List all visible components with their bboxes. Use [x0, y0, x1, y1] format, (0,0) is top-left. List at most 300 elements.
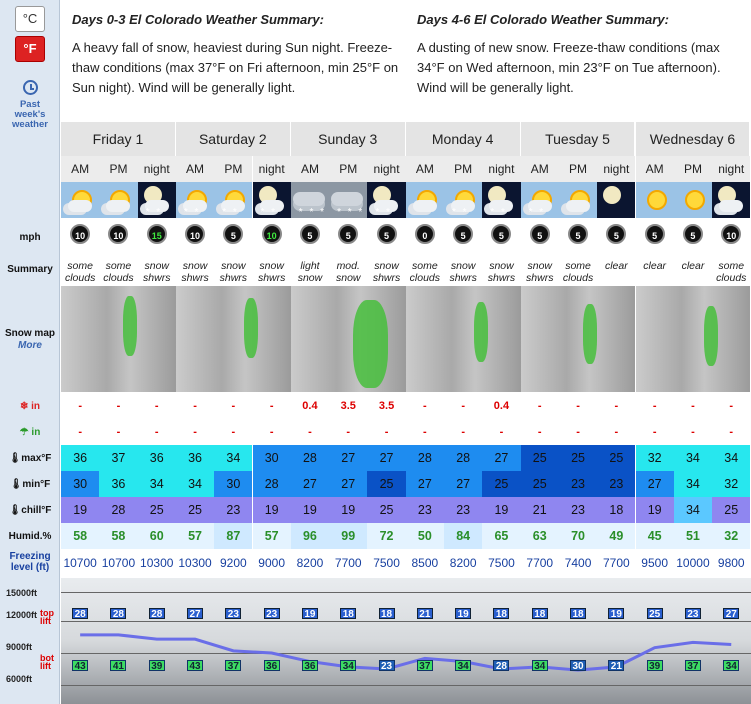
thermometer-icon: 🌡 [9, 479, 23, 490]
rain-amount-4: - [231, 426, 236, 438]
thermometer-icon: 🌡 [8, 505, 22, 516]
summary-line-2: snow [297, 272, 323, 284]
weather-icon-12 [521, 182, 559, 218]
clock-icon [23, 80, 38, 95]
snow-cover-shape [123, 296, 137, 356]
humidity-6: 96 [291, 523, 329, 549]
weather-icon-9 [406, 182, 444, 218]
summary-text-9 [406, 258, 444, 284]
top-lift-temp-5: 23 [264, 608, 280, 619]
min-temp-8: 25 [367, 471, 405, 497]
wind-arrow-icon: 5 [377, 224, 397, 244]
min-temp-label: min°F [22, 479, 51, 490]
freezing-level-2: 10300 [140, 556, 174, 570]
chill-temp-2: 25 [138, 497, 176, 523]
time-of-day-13: PM [559, 156, 597, 182]
summary-text-14 [597, 258, 635, 284]
bot-lift-temp-0: 43 [72, 660, 88, 671]
weather-icon-16 [674, 182, 712, 218]
humidity-7: 99 [329, 523, 367, 549]
wind-arrow-icon: 5 [530, 224, 550, 244]
cloud-icon [566, 200, 590, 212]
snow-amount-3: - [193, 400, 197, 412]
wind-arrow-icon: 5 [568, 224, 588, 244]
top-lift-temp-13: 18 [570, 608, 586, 619]
snow-amount-13: - [576, 400, 580, 412]
time-of-day-17: night [712, 156, 750, 182]
bot-lift-temp-8: 23 [379, 660, 395, 671]
time-of-day-3: AM [176, 156, 214, 182]
chill-temp-11: 19 [482, 497, 520, 523]
snow-amount-17: - [729, 400, 734, 412]
wind-speed-7 [329, 220, 367, 250]
summary-line-1: snow [221, 260, 246, 272]
time-of-day-14: night [597, 156, 635, 182]
freezing-level-1: 10700 [101, 556, 136, 570]
fahrenheit-toggle-button[interactable]: °F [15, 36, 45, 62]
day-header-5: Tuesday 5 [521, 122, 636, 156]
top-lift-label: top lift [40, 608, 54, 626]
snowflake-icon: * * * [337, 207, 365, 218]
snow-amount-15: - [652, 400, 657, 412]
freezing-level-0: 10700 [63, 556, 97, 570]
summary-line-1: some [105, 260, 132, 272]
wind-speed-8 [367, 220, 405, 250]
min-temp-1: 36 [99, 471, 137, 497]
sun-icon [685, 190, 705, 210]
freezing-level-15: 9500 [641, 556, 668, 570]
snow-amount-5: - [269, 400, 274, 412]
weather-icon-2 [138, 182, 176, 218]
bot-lift-temp-2: 39 [149, 660, 165, 671]
max-temp-8: 27 [367, 445, 405, 471]
summary-line-2: snow [335, 272, 361, 284]
max-temp-1: 37 [99, 445, 137, 471]
humidity-0: 58 [61, 523, 99, 549]
snowflake-icon: * * [490, 207, 507, 218]
snow-map-1[interactable] [61, 286, 176, 392]
min-temp-16: 34 [674, 471, 712, 497]
chill-temp-9: 23 [406, 497, 444, 523]
max-temp-16: 34 [674, 445, 712, 471]
heavy-cloud-icon [331, 192, 363, 206]
wind-arrow-icon: 10 [108, 224, 128, 244]
time-of-day-4: PM [214, 156, 252, 182]
snow-amount-1: - [116, 400, 121, 412]
top-lift-temp-3: 27 [187, 608, 203, 619]
snowflake-icon: * * [260, 207, 278, 218]
top-lift-temp-14: 19 [608, 608, 624, 619]
time-of-day-0: AM [61, 156, 99, 182]
bot-lift-temp-7: 34 [340, 660, 356, 671]
min-temp-0: 30 [61, 471, 99, 497]
chill-temp-8: 25 [367, 497, 405, 523]
rain-amount-5: - [269, 426, 274, 438]
min-temp-10: 27 [444, 471, 482, 497]
snowflake-icon: * * [452, 207, 469, 218]
snow-amount-10: - [461, 400, 465, 412]
snowflake-icon: ❄ [19, 401, 29, 412]
summary-line-1: clear [643, 260, 667, 272]
wind-speed-5 [253, 220, 291, 250]
bot-lift-temp-1: 41 [110, 660, 126, 671]
bot-lift-temp-14: 21 [608, 660, 624, 671]
weeks-label: week's [14, 109, 46, 120]
bot-lift-temp-11: 28 [493, 660, 509, 671]
rain-amount-10: - [461, 426, 465, 438]
snow-amount-0: - [78, 400, 82, 412]
max-temp-7: 27 [329, 445, 367, 471]
freezing-level-11: 7500 [488, 556, 515, 570]
wind-arrow-icon: 5 [491, 224, 511, 244]
min-temp-5: 28 [253, 471, 291, 497]
weather-icon-4 [214, 182, 252, 218]
humidity-10: 84 [444, 523, 482, 549]
snowflake-icon: * * * [298, 207, 327, 218]
weather-icon-11 [482, 182, 520, 218]
summary-text-0 [61, 258, 99, 284]
snow-amount-14: - [614, 400, 619, 412]
summary-text-11 [482, 258, 520, 284]
mph-label: mph [19, 232, 41, 243]
wind-speed-14 [597, 220, 635, 250]
rain-amount-16: - [691, 426, 695, 438]
past-weeks-weather-link[interactable] [4, 80, 56, 130]
summary-text-10 [444, 258, 482, 284]
humidity-12: 63 [521, 523, 559, 549]
summary-0-3-title: Days 0-3 El Colorado Weather Summary: [72, 12, 324, 27]
wind-speed-3 [176, 220, 214, 250]
min-temp-4: 30 [214, 471, 252, 497]
min-temp-14: 23 [597, 471, 635, 497]
summary-line-1: snow [259, 260, 284, 272]
summary-line-2: shwrs [372, 272, 401, 284]
min-temp-12: 25 [521, 471, 559, 497]
bot-lift-temp-5: 36 [264, 660, 280, 671]
snow-map-4[interactable] [406, 286, 521, 392]
bot-lift-temp-10: 34 [455, 660, 471, 671]
rain-amount-14: - [614, 426, 619, 438]
max-temp-3: 36 [176, 445, 214, 471]
alt-12000-label: 12000ft [6, 610, 38, 620]
snow-cover-shape [474, 302, 488, 362]
freezing-level-8: 7500 [373, 556, 400, 570]
weather-icon-8 [367, 182, 405, 218]
snow-map-5[interactable] [521, 286, 636, 392]
heavy-cloud-icon [293, 192, 325, 206]
snow-cover-shape [704, 306, 718, 366]
summary-line-2: shwrs [487, 272, 516, 284]
snow-amount-8: 3.5 [378, 400, 395, 412]
freezing-level-chart [61, 578, 751, 704]
wind-arrow-icon: 10 [185, 224, 205, 244]
chill-temp-16: 34 [674, 497, 712, 523]
freezing-level-label: level (ft) [10, 562, 50, 573]
snowflake-icon: * * [375, 207, 392, 218]
weather-icon-0 [61, 182, 99, 218]
freezing-level-9: 8500 [411, 556, 439, 570]
summary-line-1: clear [604, 260, 628, 272]
time-of-day-12: AM [521, 156, 559, 182]
humidity-11: 65 [482, 523, 520, 549]
max-temp-label: max°F [21, 453, 52, 464]
summary-line-1: snow [489, 260, 514, 272]
snowflake-icon: * * [528, 207, 546, 218]
summary-text-3 [176, 258, 214, 284]
snow-cover-shape [583, 304, 597, 364]
rain-amount-12: - [537, 426, 542, 438]
cloud-icon [719, 200, 743, 212]
max-temp-15: 32 [636, 445, 674, 471]
top-lift-temp-4: 23 [225, 608, 241, 619]
weather-icon-10 [444, 182, 482, 218]
time-of-day-1: PM [99, 156, 137, 182]
time-of-day-8: night [367, 156, 405, 182]
snow-amount-9: - [423, 400, 427, 412]
max-temp-10: 28 [444, 445, 482, 471]
wind-arrow-icon: 10 [70, 224, 90, 244]
weather-icon-17 [712, 182, 750, 218]
humidity-4: 87 [214, 523, 252, 549]
snow-map-2[interactable] [176, 286, 291, 392]
wind-arrow-icon: 10 [262, 224, 282, 244]
freezing-level-14: 7700 [602, 556, 630, 570]
summary-text-8 [367, 258, 405, 284]
alt-15000-label: 15000ft [6, 588, 38, 598]
top-lift-temp-0: 28 [72, 608, 88, 619]
time-of-day-16: PM [674, 156, 712, 182]
summary-text-17 [712, 258, 750, 284]
humidity-5: 57 [253, 523, 291, 549]
rain-amount-7: - [346, 426, 351, 438]
snow-cover-shape [244, 298, 258, 358]
min-temp-2: 34 [138, 471, 176, 497]
top-lift-temp-7: 18 [340, 608, 356, 619]
summary-line-2: shwrs [143, 272, 171, 284]
summary-line-2: clouds [562, 272, 594, 284]
wind-arrow-icon: 0 [415, 224, 435, 244]
wind-speed-0 [61, 220, 99, 250]
weather-icon-3 [176, 182, 214, 218]
weather-icon-1 [99, 182, 137, 218]
max-temp-17: 34 [712, 445, 750, 471]
max-temp-4: 34 [214, 445, 252, 471]
top-lift-temp-11: 18 [493, 608, 509, 619]
humidity-2: 60 [138, 523, 176, 549]
wind-speed-12 [521, 220, 559, 250]
chill-temp-0: 19 [61, 497, 99, 523]
top-lift-temp-2: 28 [149, 608, 165, 619]
summary-text-7 [329, 258, 367, 284]
day-header-3: Sunday 3 [291, 122, 406, 156]
summary-line-1: some [718, 260, 745, 272]
snow-map-more-link[interactable]: More [18, 340, 42, 351]
top-lift-temp-8: 18 [379, 608, 395, 619]
min-temp-13: 23 [559, 471, 597, 497]
wind-speed-15 [636, 220, 674, 250]
summary-0-3-text: A heavy fall of snow, heaviest during Sun night. Freeze-thaw conditions (max 37°F on Fri afternoon, min 25°F on Sun night). Wind will be generally light. [72, 40, 399, 95]
weather-icon-13 [559, 182, 597, 218]
snow-amount-16: - [691, 400, 695, 412]
rain-amount-11: - [499, 426, 504, 438]
snow-map-3[interactable] [291, 286, 406, 392]
humidity-14: 49 [597, 523, 635, 549]
top-lift-temp-1: 28 [110, 608, 126, 619]
humidity-label: Humid.% [8, 531, 52, 542]
min-temp-6: 27 [291, 471, 329, 497]
summary-label: Summary [7, 264, 53, 275]
wind-arrow-icon: 5 [645, 224, 665, 244]
thermometer-icon: 🌡 [8, 453, 22, 464]
celsius-toggle-button[interactable]: °C [15, 6, 45, 32]
cloud-icon [413, 200, 437, 212]
snow-amount-7: 3.5 [340, 400, 356, 412]
wind-arrow-icon: 5 [223, 224, 243, 244]
wind-speed-17 [712, 220, 750, 250]
snow-amount-2: - [154, 400, 159, 412]
wind-arrow-icon: 15 [147, 224, 167, 244]
alt-6000-label: 6000ft [6, 674, 33, 684]
min-temp-3: 34 [176, 471, 214, 497]
freezing-level-16: 10000 [676, 556, 710, 570]
rain-amount-3: - [193, 426, 197, 438]
summary-line-2: shwrs [449, 272, 477, 284]
chill-temp-6: 19 [291, 497, 329, 523]
summary-line-1: some [565, 260, 591, 272]
summary-text-12 [521, 258, 559, 284]
summary-line-1: snow [144, 260, 169, 272]
humidity-9: 50 [406, 523, 444, 549]
past-label: Past [19, 99, 41, 110]
freezing-level-13: 7400 [564, 556, 592, 570]
snow-map-6[interactable] [636, 286, 751, 392]
snow-amount-12: - [537, 400, 542, 412]
freezing-level-line [61, 578, 751, 704]
freezing-level-4: 9200 [219, 556, 247, 570]
summary-line-1: some [67, 260, 93, 272]
top-lift-temp-12: 18 [532, 608, 548, 619]
raindrop-icon: ☂ [19, 427, 29, 438]
rain-amount-13: - [576, 426, 580, 438]
wind-speed-13 [559, 220, 597, 250]
top-lift-temp-16: 23 [685, 608, 701, 619]
summary-text-6 [291, 258, 329, 284]
summary-line-2: shwrs [219, 272, 248, 284]
snow-amount-6: 0.4 [302, 400, 318, 412]
day-header-4: Monday 4 [406, 122, 521, 156]
wind-speed-4 [214, 220, 252, 250]
wind-speed-2 [138, 220, 176, 250]
wind-arrow-icon: 5 [606, 224, 626, 244]
summary-line-1: light [300, 260, 320, 272]
time-of-day-15: AM [636, 156, 674, 182]
snow-map-label: Snow map [4, 328, 55, 339]
min-temp-9: 27 [406, 471, 444, 497]
chill-temp-7: 19 [329, 497, 367, 523]
max-temp-12: 25 [521, 445, 559, 471]
freezing-label: Freezing [9, 551, 51, 562]
summary-line-1: snow [527, 260, 552, 272]
max-temp-13: 25 [559, 445, 597, 471]
moon-icon [603, 186, 621, 204]
bot-lift-temp-17: 34 [723, 660, 739, 671]
day-header-6: Wednesday 6 [636, 122, 751, 156]
wind-speed-16 [674, 220, 712, 250]
summary-line-2: shwrs [181, 272, 209, 284]
sun-icon [647, 190, 667, 210]
summary-4-6-text: A dusting of new snow. Freeze-thaw conditions (max 34°F on Wed afternoon, min 23°F on Tue afternoon). Wind will be generally light. [417, 40, 721, 95]
wind-speed-6 [291, 220, 329, 250]
wind-arrow-icon: 5 [453, 224, 473, 244]
min-temp-7: 27 [329, 471, 367, 497]
summary-text-15 [636, 258, 674, 284]
bot-lift-temp-13: 30 [570, 660, 586, 671]
time-of-day-9: AM [406, 156, 444, 182]
bot-lift-temp-6: 36 [302, 660, 318, 671]
chill-temp-label: chill°F [21, 505, 52, 516]
humidity-16: 51 [674, 523, 712, 549]
chill-temp-10: 23 [444, 497, 482, 523]
summary-4-6-title: Days 4-6 El Colorado Weather Summary: [417, 12, 669, 27]
weather-icon-14 [597, 182, 635, 218]
freezing-level-6: 8200 [296, 556, 324, 570]
snow-cover-shape [353, 300, 388, 388]
bot-lift-temp-4: 37 [225, 660, 241, 671]
weather-icon-7 [329, 182, 367, 218]
snowflake-icon: * * [183, 207, 201, 218]
freezing-level-10: 8200 [449, 556, 477, 570]
cloud-icon [106, 200, 130, 212]
chill-temp-17: 25 [712, 497, 750, 523]
bot-lift-temp-3: 43 [187, 660, 203, 671]
wind-arrow-icon: 5 [683, 224, 703, 244]
rain-amount-8: - [384, 426, 389, 438]
summary-line-1: clear [681, 260, 705, 272]
bot-lift-temp-15: 39 [647, 660, 663, 671]
max-temp-6: 28 [291, 445, 329, 471]
summary-text-4 [214, 258, 252, 284]
rain-inches-label: in [31, 427, 41, 438]
top-lift-temp-15: 25 [647, 608, 663, 619]
humidity-17: 32 [712, 523, 750, 549]
time-of-day-11: night [482, 156, 520, 182]
summary-days-0-3 [72, 10, 402, 98]
chill-temp-5: 19 [253, 497, 291, 523]
summary-line-2: clouds [716, 272, 747, 284]
max-temp-11: 27 [482, 445, 520, 471]
time-of-day-5: night [253, 156, 291, 182]
summary-line-2: clouds [409, 272, 441, 284]
summary-line-1: some [411, 260, 438, 272]
bot-lift-temp-9: 37 [417, 660, 433, 671]
wind-arrow-icon: 10 [721, 224, 741, 244]
max-temp-14: 25 [597, 445, 635, 471]
chill-temp-14: 18 [597, 497, 635, 523]
time-of-day-7: PM [329, 156, 367, 182]
max-temp-9: 28 [406, 445, 444, 471]
snow-amount-11: 0.4 [493, 400, 510, 412]
chill-temp-15: 19 [636, 497, 674, 523]
chill-temp-3: 25 [176, 497, 214, 523]
time-of-day-2: night [138, 156, 176, 182]
weather-label: weather [12, 119, 48, 130]
freezing-level-polyline [80, 635, 731, 670]
weather-icon-15 [636, 182, 674, 218]
summary-text-2 [138, 258, 176, 284]
min-temp-11: 25 [482, 471, 520, 497]
rain-amount-1: - [116, 426, 121, 438]
summary-line-1: snow [182, 260, 208, 272]
